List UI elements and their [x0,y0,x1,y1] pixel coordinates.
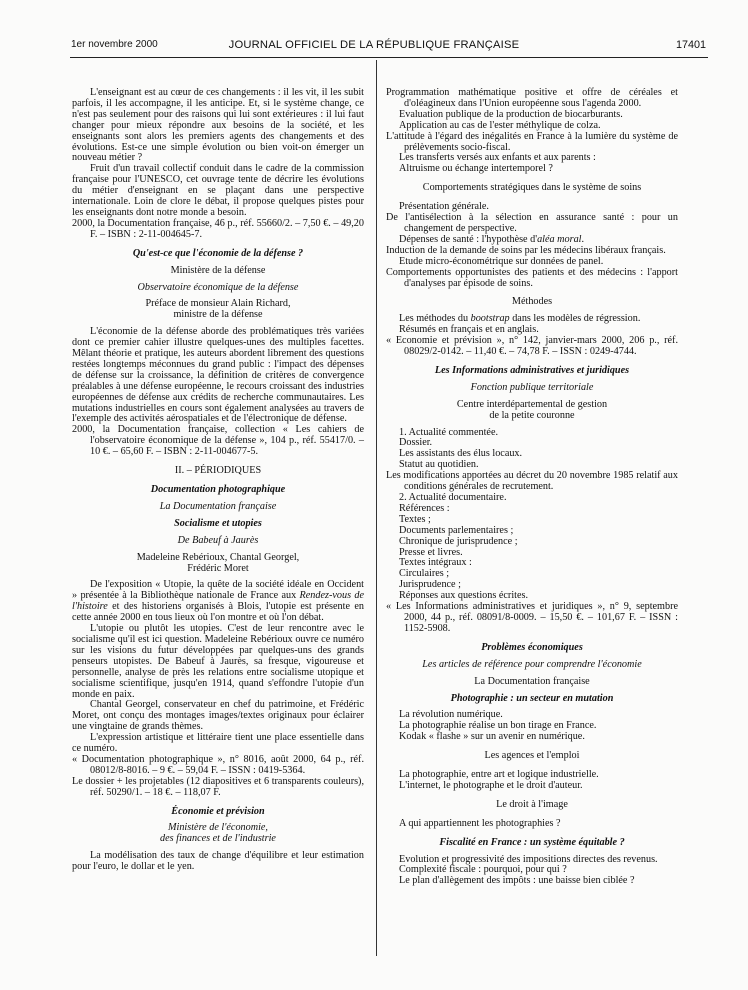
contents-item: 2. Actualité documentaire. [399,492,507,503]
paragraph: L'enseignant est au cœur de ces changements : il les vit, il les subit parfois, il les accompagne, il les anticipe. Et, si le système change, ce n'est pas seulement pour des raisons qui lui sont extérieures : il lui faut changer pour mieux répondre aux besoins de la société, et les enseignants sont alors les premiers agents des changements et des évolutions. Est-ce une simple évolution ou bien voit-on émerger un nouveau métier ? [72,87,364,164]
contents-item: Evolution et progressivité des impositions directes des revenus. [399,853,658,865]
contents-item: Induction de la demande de soins par les médecins libéraux français. [386,244,666,256]
contents-item: La photographie réalise un bon tirage en France. [399,720,597,732]
sub-heading: Les articles de référence pour comprendre l'économie [422,658,642,670]
contents-item: Les assistants des élus locaux. [399,448,523,460]
page-header [0,40,748,54]
contents-item: Textes ; [399,513,431,525]
section-heading: Les agences et l'emploi [484,750,580,762]
contents-item: L'internet, le photographe et le droit d'auteur. [399,779,583,791]
sub-heading: De Babeuf à Jaurès [177,534,259,546]
bibliographic-reference: 2000, la Documentation française, collection « Les cahiers de l'observatoire économique de la défense », 104 p., réf. 55417/0. – 10 €. – 65,60 F. – ISBN : 2-11-004677-5. [72,424,364,458]
section-heading: Photographie : un secteur en mutation [450,692,614,704]
paragraph: De l'exposition « Utopie, la quête de la société idéale en Occident » présentée à la Bibliothèque nationale de France aux Rendez-vous de l'histoire et des historiens organisés à Blois, l'utopie est présente en cette année 2000 en tous lieux où l'on montre et où l'on débat. [72,579,364,624]
contents-item: Complexité fiscale : pourquoi, pour qui ? [399,864,567,876]
left-column [72,88,364,873]
contents-item: Les transferts versés aux enfants et aux parents : [399,152,596,164]
contents-item: Comportements opportunistes des patients et des médecins : l'apport d'analyses par épisode de soins. [386,266,678,289]
contents-item: Evaluation publique de la production de biocarburants. [399,108,623,120]
publisher: Ministère de l'économie, [168,822,268,834]
sub-heading: Observatoire économique de la défense [137,281,299,293]
contents-item: De l'antisélection à la sélection en assurance santé : pour un changement de perspective. [386,212,678,234]
contents-item: Réponses aux questions écrites. [399,590,529,602]
contents-item: Textes intégraux : [399,557,472,569]
bibliographic-reference: « Economie et prévision », n° 142, janvier-mars 2000, 206 p., réf. 08029/2-0142. – 11,40 €. – 74,78 F. – ISSN : 0249-4744. [386,335,678,358]
contents-item: Chronique de jurisprudence ; [399,535,518,547]
contents-item: La photographie, entre art et logique industrielle. [399,769,599,781]
authors-line: Madeleine Rebérioux, Chantal Georgel, [136,551,300,563]
publisher: La Documentation française [159,500,277,512]
contents-item: Statut au quotidien. [399,459,479,471]
header-rule [70,57,708,58]
contents-item: 1. Actualité commentée. [399,426,499,438]
contents-item: Documents parlementaires ; [399,524,514,536]
authors-line: Frédéric Moret [187,562,249,574]
preface-line: ministre de la défense [173,309,263,321]
contents-item: Les modifications apportées au décret du 20 novembre 1985 relatif aux conditions générales de recrutement. [386,470,678,493]
header-date: 1er novembre 2000 [71,39,158,50]
section-heading: Problèmes économiques [481,641,583,653]
paragraph: L'expression artistique et littéraire tient une place essentielle dans ce numéro. [72,732,364,755]
paragraph: L'économie de la défense aborde des problématiques très variées dont ce premier cahier illustre quelques-unes des multiples facettes. Mêlant théorie et pratique, les auteurs abordent librement des questions restées longtemps méconnues du grand public : l'impact des dépenses de défense sur la croissance, la définition de critères de convergence préalables à une défense européenne, le recours croissant des industries européennes de défense aux crédits de recherche communautaires. Les mutations industrielles en cours sont également analysées au travers de l'exemple des activités aérospatiales et de l'électronique de défense. [72,326,364,425]
sub-heading: Fonction publique territoriale [470,381,594,393]
contents-item: Dépenses de santé : l'hypothèse d'aléa moral. [399,233,585,245]
header-page-number: 17401 [675,39,706,51]
contents-item: Presse et livres. [399,546,463,558]
section-heading: Documentation photographique [150,484,286,495]
section-heading: Fiscalité en France : un système équitable ? [439,836,625,848]
publisher: de la petite couronne [489,409,575,421]
section-heading: Méthodes [511,296,553,308]
bibliographic-reference: « Documentation photographique », n° 8016, août 2000, 64 p., réf. 08012/8-8016. – 9 €. – 59,04 F. – ISSN : 0419-5364. [72,753,364,776]
contents-item: A qui appartiennent les photographies ? [399,817,561,829]
section-heading: Le droit à l'image [496,798,568,810]
section-heading: Comportements stratégiques dans le système de soins [422,182,642,194]
bibliographic-reference: « Les Informations administratives et juridiques », n° 9, septembre 2000, 44 p., réf. 08091/8-0009. – 15,50 €. – 101,67 F. – ISSN : 1152-5908. [386,601,678,634]
contents-item: Références : [399,502,450,514]
publisher: Ministère de la défense [170,264,266,276]
publisher: des finances et de l'industrie [160,833,276,845]
paragraph: La modélisation des taux de change d'équilibre et leur estimation pour l'euro, le dollar et le yen. [72,850,364,873]
contents-item: Présentation générale. [399,201,489,213]
section-heading: Économie et prévision [171,805,265,817]
contents-item: Kodak « flashe » sur un avenir en numérique. [399,731,585,743]
contents-item: Résumés en français et en anglais. [399,324,539,336]
header-title: JOURNAL OFFICIEL DE LA RÉPUBLIQUE FRANÇAISE [228,39,520,51]
paragraph: Fruit d'un travail collectif conduit dans le cadre de la commission française pour l'UNESCO, cet ouvrage tente de décrire les évolutions du métier d'enseignant en se plaçant dans une perspective internationale. Loin de clore le débat, il propose quelques pistes pour les enseignants dont notre monde a besoin. [72,163,364,218]
contents-item: Altruisme ou échange intertemporel ? [399,163,553,175]
paragraph: L'utopie ou plutôt les utopies. C'est de leur rencontre avec le socialisme qu'il est ici question. Madeleine Rebérioux ouvre ce numéro sur les visions du futur développées par quelques-uns des grands penseurs utopistes. De Babeuf à Jaurès, sa fresque, vigoureuse et personnelle, analyse de près les relations entre socialisme utopique et socialisme scientifique, jusqu'en 1914, quand s'effondre l'utopie d'un monde en paix. [72,623,364,700]
paragraph: Chantal Georgel, conservateur en chef du patrimoine, et Frédéric Moret, ont conçu des montages images/textes originaux pour éclairer une vingtaine de grands thèmes. [72,699,364,733]
column-divider [376,60,377,956]
contents-item: L'attitude à l'égard des inégalités en France à la lumière du système de prélèvements socio-fiscal. [386,130,678,153]
section-heading: Les Informations administratives et juridiques [434,364,630,376]
section-heading: Qu'est-ce que l'économie de la défense ? [132,247,304,259]
bibliographic-reference: 2000, la Documentation française, 46 p., réf. 55660/2. – 7,50 €. – 49,20 F. – ISBN : 2-11-004645-7. [72,217,364,240]
contents-item: Application au cas de l'ester méthylique de colza. [399,119,601,131]
publisher: Centre interdépartemental de gestion [456,398,608,410]
section-heading: II. – PÉRIODIQUES [174,465,262,477]
contents-item: Dossier. [399,437,433,449]
contents-item: La révolution numérique. [399,709,503,721]
contents-item: Le plan d'allègement des impôts : une baisse bien ciblée ? [399,875,635,887]
preface-line: Préface de monsieur Alain Richard, [145,298,291,310]
contents-item: Jurisprudence ; [399,579,461,591]
bibliographic-reference: Le dossier + les projetables (12 diapositives et 6 transparents couleurs), réf. 50290/1. – 18 €. – 118,07 F. [72,775,364,798]
section-heading: Socialisme et utopies [174,517,262,529]
contents-item: Etude micro-économétrique sur données de panel. [399,255,604,267]
publisher: La Documentation française [474,675,590,687]
contents-item: Les méthodes du bootstrap dans les modèles de régression. [399,313,641,325]
contents-item: Programmation mathématique positive et offre de céréales et d'oléagineux dans l'Union européenne sous l'agenda 2000. [386,87,678,109]
right-column [386,88,678,887]
contents-item: Circulaires ; [399,568,450,580]
